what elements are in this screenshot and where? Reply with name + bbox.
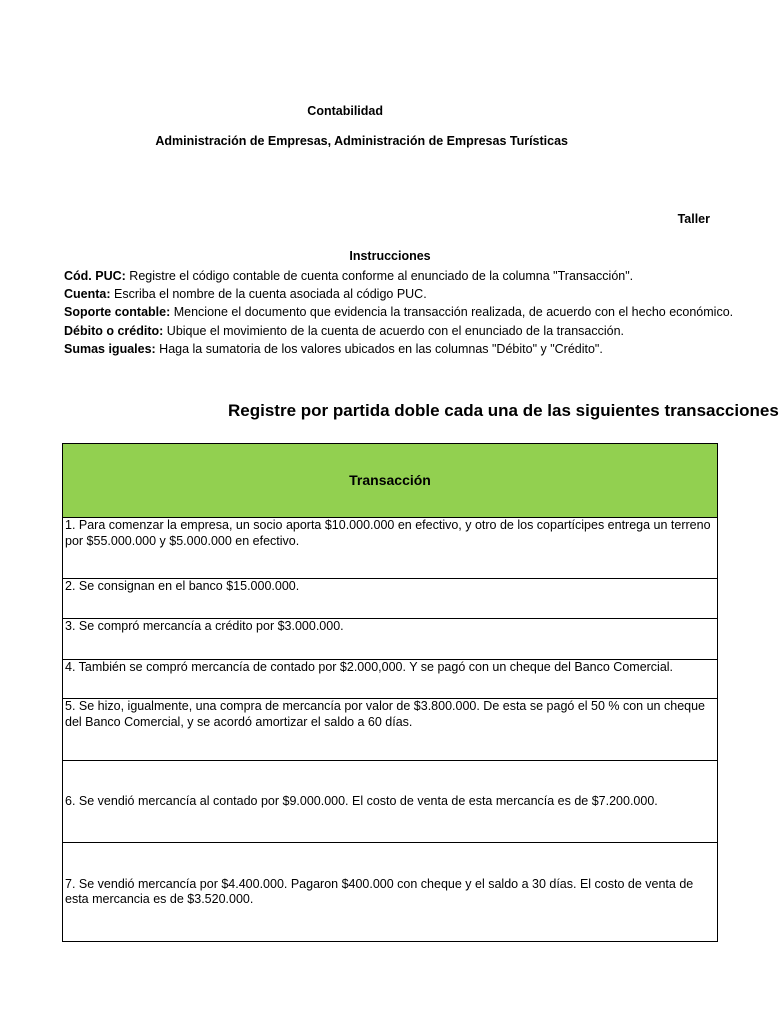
instruction-item [64, 340, 718, 358]
instructions-list [64, 267, 734, 358]
instruction-item [64, 285, 718, 303]
instruction-item [64, 267, 718, 285]
transaction-cell[interactable]: 1. Para comenzar la empresa, un socio aporta $10.000.000 en efectivo, y otro de los copartícipes entrega un terreno por $55.000.000 y $5.000.000 en efectivo. [63, 518, 718, 579]
transaction-cell[interactable]: 3. Se compró mercancía a crédito por $3.000.000. [63, 619, 718, 660]
table-header-row [63, 444, 718, 518]
instruction-label: Débito o crédito: [64, 323, 164, 338]
instruction-label: Cód. PUC: [64, 269, 126, 283]
table-row [63, 579, 718, 619]
transaction-cell[interactable]: 4. También se compró mercancía de contado por $2.000,000. Y se pagó con un cheque del Banco Comercial. [63, 660, 718, 699]
transaction-cell[interactable]: 7. Se vendió mercancía por $4.400.000. Pagaron $400.000 con cheque y el saldo a 30 días. El costo de venta de esta mercancia es de $3.520.000. [63, 843, 718, 942]
workshop-title-text: Taller [677, 212, 710, 226]
instruction-label: Cuenta: [64, 287, 111, 302]
workshop-title [0, 212, 718, 226]
table-row [63, 619, 718, 660]
exercise-headline: Registre por partida doble cada una de las siguientes transacciones [228, 401, 779, 420]
instruction-text: Registre el código contable de cuenta conforme al enunciado de la columna "Transacción". [125, 269, 634, 283]
instruction-text: Haga la sumatoria de los valores ubicados en las columnas "Débito" y "Crédito". [155, 341, 603, 356]
table-row [63, 660, 718, 699]
instruction-label: Sumas iguales: [64, 341, 156, 356]
transaction-cell[interactable]: 2. Se consignan en el banco $15.000.000. [63, 579, 718, 619]
table-row [63, 518, 718, 579]
instructions-title: Instrucciones [349, 249, 431, 263]
course-title-text: Contabilidad [307, 104, 383, 118]
table-row [63, 761, 718, 843]
instruction-text: Ubique el movimiento de la cuenta de acuerdo con el enunciado de la transacción. [163, 323, 625, 338]
instruction-text: Mencione el documento que evidencia la transacción realizada, de acuerdo con el hecho económico. [170, 305, 734, 320]
table-row [63, 843, 718, 942]
program-title [0, 134, 718, 148]
transaction-column-header: Transacción [63, 444, 718, 518]
table-row [63, 699, 718, 761]
transaction-cell[interactable]: 5. Se hizo, igualmente, una compra de mercancía por valor de $3.800.000. De esta se pagó el 50 % con un cheque del Banco Comercial, y se acordó amortizar el saldo a 60 días. [63, 699, 718, 761]
transaction-cell[interactable]: 6. Se vendió mercancía al contado por $9.000.000. El costo de venta de esta mercancía es de $7.200.000. [63, 761, 718, 843]
course-title [0, 104, 718, 118]
instruction-label: Soporte contable: [64, 305, 171, 320]
instruction-item [64, 303, 734, 321]
instruction-text: Escriba el nombre de la cuenta asociada al código PUC. [110, 287, 427, 302]
transactions-table [62, 443, 718, 942]
instruction-item [64, 322, 718, 340]
program-title-text: Administración de Empresas, Administración de Empresas Turísticas [155, 134, 568, 148]
